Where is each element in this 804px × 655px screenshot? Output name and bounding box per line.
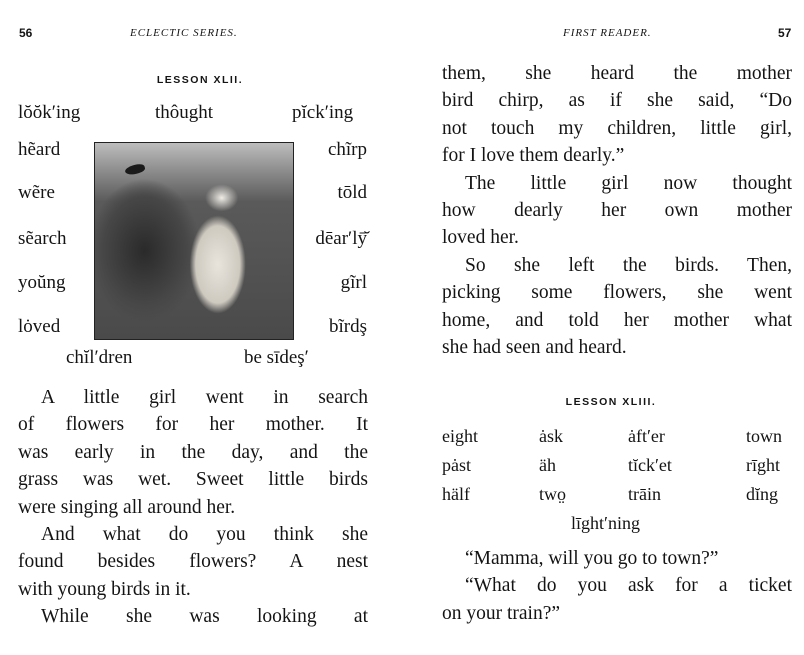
text-line: she had seen and heard. [442,336,627,358]
page-number: 56 [19,26,33,40]
text-line: how dearly her own mother [442,199,792,221]
right-page [400,0,804,655]
spelling-word: pĭck′ing [292,102,354,123]
text-line: While she was looking at [41,606,368,628]
running-head: FIRST READER. [563,27,652,39]
text-line: not touch my children, little girl, [442,117,792,139]
text-line: for I love them dearly.” [442,145,625,167]
spelling-word: lŏŏk′ing [18,102,81,123]
spelling-word: hälf [442,484,470,504]
text-line: home, and told her mother what [442,309,792,331]
spelling-word: tĭck′et [628,455,672,475]
lesson-text [442,545,792,627]
spelling-word: eight [442,426,478,446]
text-line: picking some flowers, she went [442,282,792,304]
spelling-word: tōld [337,182,367,203]
spelling-word: lȯved [18,316,61,337]
lesson-text [18,384,368,631]
text-line: was early in the day, and the [18,441,368,463]
spelling-word: bĩrdş [329,316,367,337]
left-page [0,0,400,655]
text-line: loved her. [442,227,519,249]
text-line: “What do you ask for a ticket [465,575,792,597]
text-line: found besides flowers? A nest [18,551,368,573]
text-line: grass was wet. Sweet little birds [18,469,368,491]
lesson-title: LESSON XLIII. [565,396,657,408]
spelling-word: two̤ [539,484,566,504]
text-line: A little girl went in search [41,387,368,408]
page-number: 57 [778,26,792,40]
text-line: bird chirp, as if she said, “Do [442,90,792,112]
spelling-word: be sīdeş′ [244,347,309,368]
spelling-word: yoŭng [18,272,66,293]
lesson-title: LESSON XLII. [156,74,244,86]
text-line: So she left the birds. Then, [465,254,792,276]
text-line: The little girl now thought [465,172,792,194]
text-line: And what do you think she [41,523,368,545]
spelling-word: līght′ning [571,513,640,533]
spelling-word: dĭng [746,484,779,504]
spelling-word: hẽard [18,139,61,160]
spelling-word: dēar′lȳ̆ [315,228,367,249]
spelling-word: sẽarch [18,228,67,249]
spelling-word: äh [539,455,556,475]
bird-figure [124,163,146,177]
text-line: “Mamma, will you go to town?” [465,548,719,569]
spelling-word: town [746,426,782,446]
text-line: were singing all around her. [18,496,236,518]
spelling-word: ȧft′er [628,426,665,446]
spelling-word: gĩrl [340,272,367,293]
spelling-word: thôught [155,102,214,123]
text-line: on your train?” [442,602,561,624]
lesson-text [442,60,792,361]
spelling-word: rīght [746,455,780,475]
spelling-word: pȧst [442,455,471,475]
spelling-word: wẽre [18,182,55,203]
spelling-word: trāin [628,484,661,504]
text-line: them, she heard the mother [442,63,792,84]
text-line: of flowers for her mother. It [18,414,368,436]
spelling-word: chĭl′dren [66,347,133,368]
running-head: ECLECTIC SERIES. [130,27,238,39]
illustration-girl-picking-flowers [94,142,294,340]
text-line: with young birds in it. [18,578,191,600]
spelling-word: chĩrp [327,139,367,160]
spelling-word: ȧsk [539,426,563,446]
